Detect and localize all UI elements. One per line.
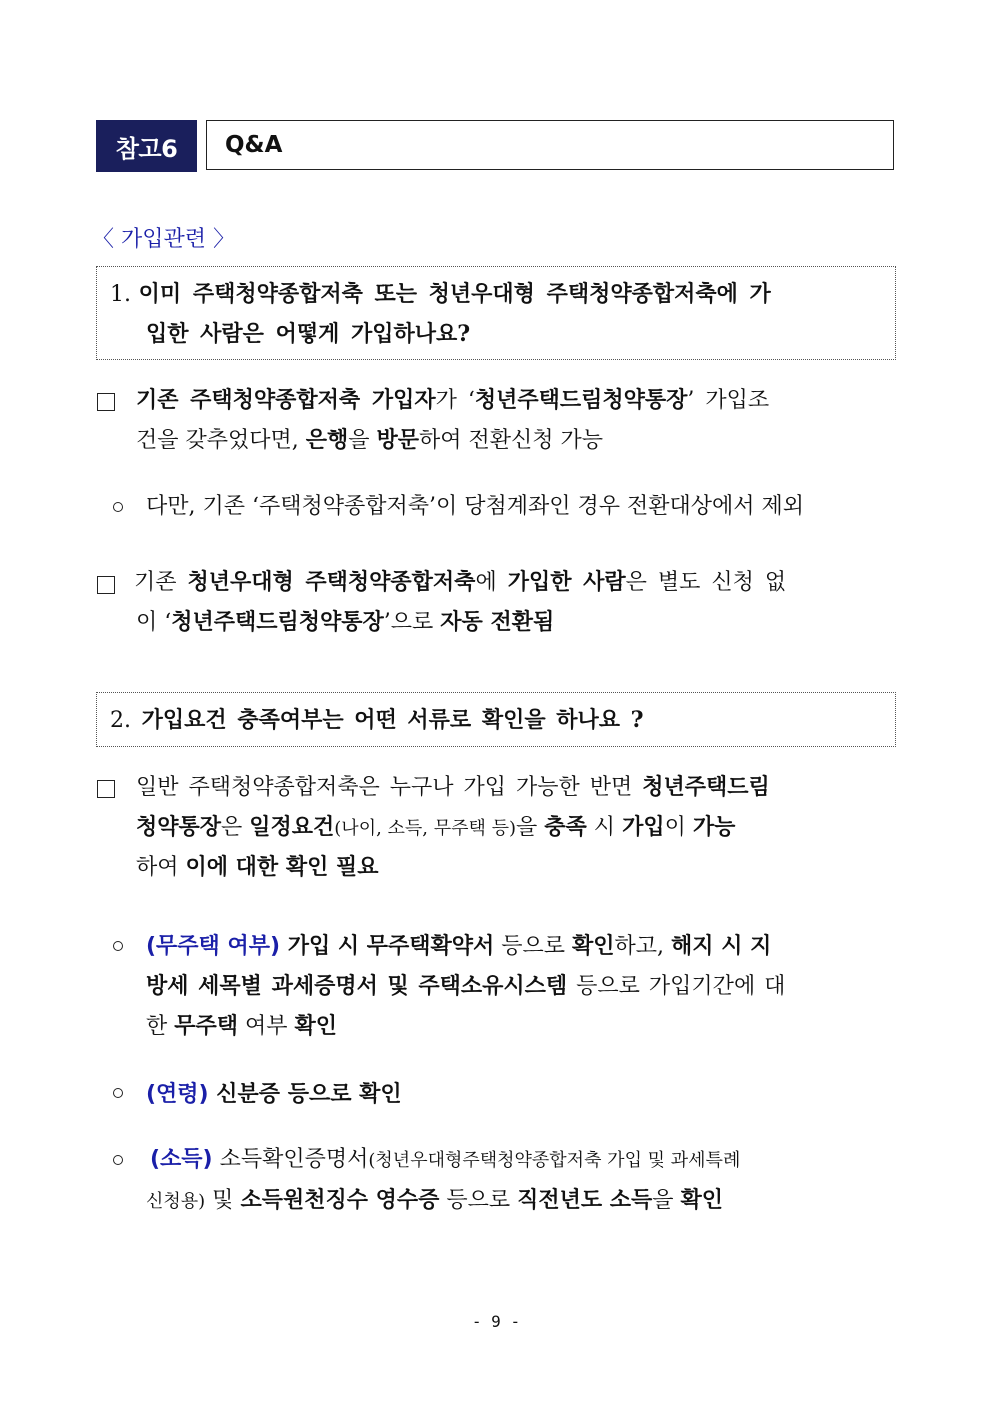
page-number: - 9 -: [471, 1312, 521, 1331]
question-1-number: 1.: [110, 282, 131, 307]
label-income: (소득): [150, 1147, 213, 1172]
text-run: 에: [475, 570, 508, 595]
text-run: 자동 전환됨: [440, 609, 555, 635]
text-run: 건을 갖추었다면,: [136, 428, 306, 453]
text-run: ’으로: [383, 610, 441, 635]
answer-1-bullet-1-line-1: [136, 380, 769, 420]
text-run: 가입 시 무주택확약서: [280, 933, 495, 959]
text-run: 청년주택드림: [642, 774, 770, 800]
reference-title: Q&A: [225, 132, 283, 158]
question-2-text: 가입요건 충족여부는 어떤 서류로 확인을 하나요 ?: [141, 707, 644, 733]
text-run: 해지 시 지: [671, 933, 772, 959]
answer-2-bullet-1-line-2: [136, 807, 735, 847]
checkbox-bullet-icon: [97, 576, 115, 594]
question-1-line-2: [146, 314, 470, 354]
answer-1-sub-1: 다만, 기존 ‘주택청약종합저축’이 당첨계좌인 경우 전환대상에서 제외: [146, 494, 804, 519]
text-run: 무주택: [174, 1013, 239, 1039]
circle-bullet-icon: [113, 1088, 123, 1098]
question-1-text-1: 이미 주택청약종합저축 또는 청년우대형 주택청약종합저축에 가: [138, 281, 771, 307]
answer-1-bullet-2-line-2: [136, 602, 554, 642]
answer-1-bullet-1-line-2: [136, 420, 603, 460]
circle-bullet-icon: [113, 941, 123, 951]
answer-2-bullet-1-line-1: [136, 767, 770, 807]
label-age: (연령): [146, 1082, 209, 1107]
text-run: 하여 전환신청 가능: [419, 428, 604, 453]
text-run: 확인: [294, 1013, 338, 1039]
text-run: 은행: [305, 427, 349, 453]
text-run: 여부: [238, 1014, 295, 1039]
text-run: 가입한 사람: [507, 569, 626, 595]
answer-2-sub-1-line-3: [146, 1006, 337, 1046]
answer-2-sub-3-line-2: [146, 1180, 723, 1220]
checkbox-bullet-icon: [97, 393, 115, 411]
text-run: 일반 주택청약종합저축은 누구나 가입 가능한 반면: [136, 775, 643, 800]
reference-title-box: [206, 120, 894, 170]
text-run: 은: [221, 815, 250, 840]
answer-2-sub-1-line-2: [146, 966, 785, 1006]
text-run: 기존 주택청약종합저축 가입자: [136, 387, 436, 413]
question-1-text-2: 입한 사람은 어떻게 가입하나요?: [146, 321, 471, 347]
circle-bullet-icon: [113, 1155, 123, 1165]
text-run: 청년주택드림청약통장: [474, 387, 688, 413]
text-run: ’ 가입조: [687, 388, 770, 413]
text-run: 소득원천징수 영수증: [240, 1187, 440, 1213]
circle-bullet-icon: [113, 502, 123, 512]
text-run: 은 별도 신청 없: [625, 570, 787, 595]
label-no-house: (무주택 여부): [146, 934, 281, 959]
text-run: 한: [146, 1014, 175, 1039]
text-run: 을: [652, 1188, 681, 1213]
text-run: 및: [205, 1188, 241, 1213]
text-run: 을: [516, 815, 545, 840]
text-run: 소득확인증명서: [212, 1147, 369, 1172]
text-run: 등으로: [439, 1188, 518, 1213]
answer-1-bullet-2-line-1: [134, 562, 786, 602]
text-run: 충족: [544, 814, 587, 840]
text-run: 가입: [622, 814, 665, 840]
text-run: 가능: [692, 814, 736, 840]
text-run: (나이, 소득, 무주택 등): [334, 818, 517, 839]
text-run: 이 ‘: [136, 610, 172, 635]
text-run: 직전년도 소득: [517, 1187, 653, 1213]
answer-2-bullet-1-line-3: [136, 847, 379, 887]
text-run: 이에 대한 확인 필요: [185, 854, 379, 880]
text-run: 확인: [680, 1187, 724, 1213]
text-run: 확인: [572, 933, 615, 959]
question-1-line-1: [110, 274, 771, 314]
text-run: 하고,: [614, 934, 672, 959]
text-run: 기존: [134, 570, 188, 595]
section-title: 〈 가입관련 〉: [92, 227, 235, 252]
question-2-number: 2.: [110, 708, 131, 733]
text-run: 등으로 가입기간에 대: [567, 974, 786, 999]
checkbox-bullet-icon: [97, 780, 115, 798]
text-run: 방문: [376, 427, 420, 453]
text-run: 청약통장: [136, 814, 222, 840]
text-run: 가 ‘: [435, 388, 475, 413]
reference-tag: 참고6: [96, 120, 197, 172]
answer-2-sub-1-line-1: [146, 926, 771, 966]
text-run: 청년우대형 주택청약종합저축: [187, 569, 476, 595]
text-run: 일정요건: [249, 814, 335, 840]
text-run: 시: [586, 815, 623, 840]
text-run: 방세 세목별 과세증명서 및 주택소유시스템: [146, 973, 568, 999]
text-run: 을: [348, 428, 377, 453]
text-run: 하여: [136, 855, 186, 880]
text-run: (청년우대형주택청약종합저축 가입 및 과세특례: [368, 1150, 741, 1171]
text-run: 신분증 등으로 확인: [208, 1081, 402, 1107]
text-run: 이: [664, 815, 693, 840]
answer-2-sub-2: [146, 1074, 402, 1114]
text-run: 등으로: [494, 934, 573, 959]
answer-2-sub-3-line-1: [150, 1140, 740, 1180]
text-run: 청년주택드림청약통장: [171, 609, 384, 635]
question-2-line: [110, 700, 644, 740]
text-run: 신청용): [146, 1191, 206, 1212]
